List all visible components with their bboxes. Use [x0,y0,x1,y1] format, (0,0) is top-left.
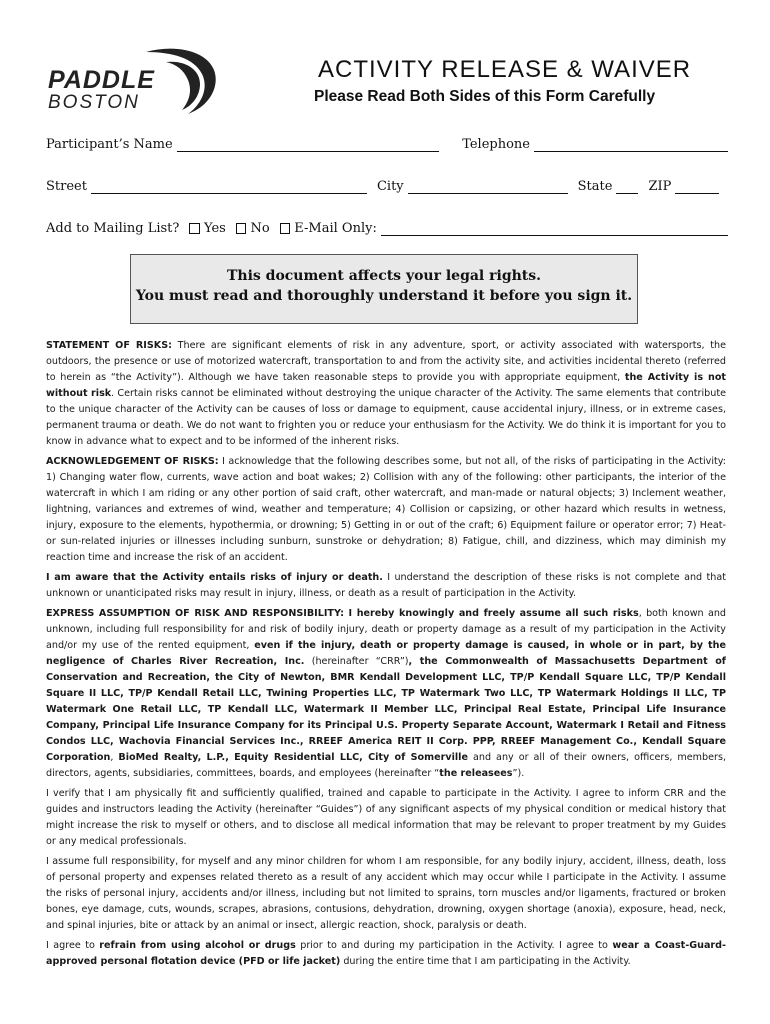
express-text-3: , [110,752,119,763]
document-title: ACTIVITY RELEASE & WAIVER [318,56,692,83]
notice-line-2: You must read and thoroughly understand it before you sign it. [135,288,633,304]
verify-paragraph [46,786,726,850]
aware-bold: I am aware that the Activity entails risks of injury or death. [46,572,383,583]
logo-boston-text: BOSTON [48,92,140,113]
assume-paragraph [46,854,726,934]
no-checkbox[interactable] [236,223,247,234]
aware-text: I understand the description of these risks is not complete and that unknown or unanticipated risks may result in injury, illness, or death as a result of participation in the Activity. [46,572,726,599]
city-field[interactable] [408,179,568,194]
statement-heading: STATEMENT OF RISKS: [46,340,172,351]
document-subtitle: Please Read Both Sides of this Form Carefully [314,88,656,105]
express-bold-1: even if the injury, death or property damage is caused, in whole or in part, by the negligence of Charles River Recreation, Inc. [46,640,726,667]
participant-name-field[interactable] [177,137,439,152]
statement-text-2: . Certain risks cannot be eliminated without destroying the unique character of the Activity. The same elements that contribute to the unique character of the Activity can be causes of loss or damage to equipment, cause accidental injury, illness, or in extreme cases, permanent trauma or death. We do not want to frighten you or reduce your enthusiasm for the Activity. We do think it is important for you to know in advance what to expect and to be informed of the inherent risks. [46,388,726,447]
notice-line-1: This document affects your legal rights. [226,268,542,284]
express-text-5: ”). [512,768,525,779]
alcohol-bold-1: refrain from using alcohol or drugs [99,940,296,951]
telephone-label: Telephone [462,137,530,152]
express-bold-4: the releasees [439,768,513,779]
aware-paragraph [46,570,726,602]
email-field[interactable] [381,221,728,236]
express-bold-3: BioMed Realty, L.P., Equity Residential LLC, City of Somerville [118,752,468,763]
waiver-body [46,338,726,974]
paddle-swoosh-icon [144,46,220,118]
zip-label: ZIP [648,179,672,194]
legal-rights-notice [130,254,638,324]
alcohol-paragraph [46,938,726,970]
street-field[interactable] [91,179,367,194]
express-text-1: , both known and unknown, including full responsibility for and risk of bodily injury, death or property damage as a result of my participation in the Activity and/or my use of the rented equipment, [46,608,727,651]
verify-text: I verify that I am physically fit and sufficiently qualified, trained and capable to participate in the Activity. I agree to inform CRR and the guides and instructors leading the Activity (hereinafter “Guides”) of any significant aspects of my physical condition or medical history that might increase the risk to myself or others, and to disclose all medical information that may be relevant to proper treatment by my Guides or any medical professionals. [46,788,726,847]
email-only-label: E-Mail Only: [294,221,377,236]
yes-label: Yes [204,221,226,236]
alcohol-text-3: during the entire time that I am participating in the Activity. [340,956,631,967]
alcohol-bold-2: wear a Coast-Guard-approved personal flotation device (PFD or life jacket) [46,940,726,967]
form-row-mailing [46,216,728,236]
acknowledgement-heading: ACKNOWLEDGEMENT OF RISKS: [46,456,219,467]
alcohol-text-1: I agree to [46,940,100,951]
city-label: City [376,179,404,194]
express-heading: EXPRESS ASSUMPTION OF RISK AND RESPONSIBILITY: I hereby knowingly and freely assume all such risks [46,608,639,619]
state-label: State [577,179,613,194]
express-assumption [46,606,726,782]
no-label: No [250,221,270,236]
statement-text: There are significant elements of risk in any adventure, sport, or activity associated with watersports, the outdoors, the presence or use of motorized watercraft, transportation to and from the activity site, and activities incidental thereto (referred to herein as “the Activity”). Although we have taken reasonable steps to provide you with appropriate equipment, [46,340,726,383]
zip-field[interactable] [675,179,719,194]
statement-bold: the Activity is not without risk [46,372,726,399]
acknowledgement-text: I acknowledge that the following describes some, but not all, of the risks of participating in the Activity: 1) Changing water flow, currents, wave action and boat wakes; 2) Collision with any of the following: other participants, the interior of the watercraft in which I am riding or any other portion of said craft, other watercraft, and man-made or natural objects; 3) Inclement weather, lightning, variances and extremes of wind, weather and temperature; 4) Collision or capsizing, or other hazard which results in wetness, injury, exposure to the elements, hypothermia, or drowning; 5) Getting in or out of the craft; 6) Equipment failure or operator error; 7) Heat- or sun-related injuries or illnesses including sunburn, sunstroke or dehydration; 8) Fatigue, chill, and dizziness, which may diminish my reaction time and increase the risk of an accident. [46,456,726,563]
assume-text: I assume full responsibility, for myself and any minor children for whom I am responsible, for any bodily injury, accident, illness, death, loss of personal property and expenses related thereto as a result of any accident which may occur while I participate in the Activity. I assume the risks of personal injury, accidents and/or illness, including but not limited to sprains, torn muscles and/or ligaments, fractured or broken bones, eye damage, cuts, wounds, scrapes, abrasions, contusions, dehydration, drowning, oxygen shortage (anoxia), exposure, head, neck, and spinal injuries, bite or attack by an animal or insect, allergic reaction, shock, paralysis or death. [46,856,726,931]
form-row-address [46,174,728,194]
paddle-boston-logo [44,46,220,118]
mailing-list-label: Add to Mailing List? [46,221,180,236]
alcohol-text-2: prior to and during my participation in the Activity. I agree to [295,940,613,951]
logo-paddle-text: PADDLE [48,66,155,94]
street-label: Street [46,179,87,194]
form-row-name [46,132,728,152]
express-text-4: and any or all of their owners, officers, members, directors, agents, subsidiaries, committees, boards, and employees (hereinafter “ [46,752,726,779]
express-bold-2: , the Commonwealth of Massachusetts Department of Conservation and Recreation, the City of Newton, BMR Kendall Development LLC, TP/P Kendall Square LLC, TP/P Kendall Square II LLC, TP/P Kendall Retail LLC, Twining Properties LLC, TP Watermark Two LLC, TP Watermark Holdings II LLC, TP Watermark One Retail LLC, TP Kendall LLC, Watermark II Member LLC, Principal Real Estate, Principal Life Insurance Company, Principal Life Insurance Company for its Principal U.S. Property Separate Account, Watermark I Retail and Fitness Condos LLC, Wachovia Financial Services Inc., RREEF America REIT II Corp. PPP, RREEF Management Co., Kendall Square Corporation [46,656,726,763]
state-field[interactable] [616,179,638,194]
telephone-field[interactable] [534,137,728,152]
statement-of-risks [46,338,726,450]
email-only-checkbox[interactable] [280,223,291,234]
participant-name-label: Participant’s Name [46,137,173,152]
acknowledgement-of-risks [46,454,726,566]
express-text-2: (hereinafter “CRR”) [304,656,409,667]
yes-checkbox[interactable] [189,223,200,234]
